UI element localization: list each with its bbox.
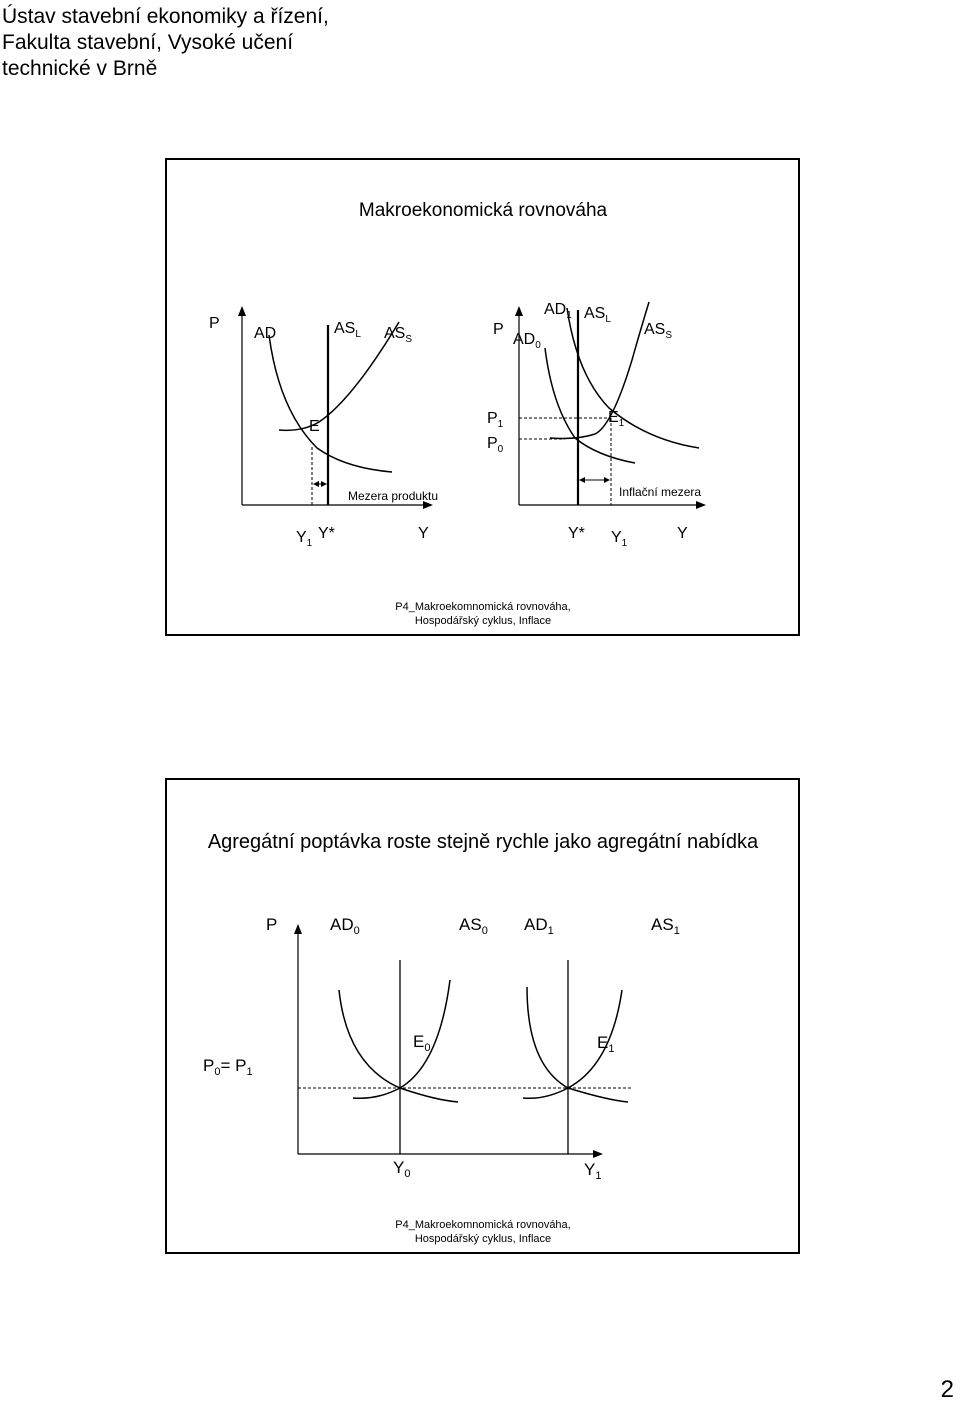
slide1-title: Makroekonomická rovnováha [358,200,608,221]
left-ystar-tick: Y* [318,525,335,542]
slide2-footer-line-1: P4_Makroekomnomická rovnováha, [395,1219,571,1231]
left-ass-label: $AS_S$ [384,325,413,345]
right-e1-label: $E_1$ [608,409,625,429]
slide2-ad0-curve [339,990,458,1102]
header-line-2: Fakulta stavební, Vysoké učení [2,31,294,54]
right-y-axis-label: Y [677,525,688,542]
slide2-p0p1-label: $P_0= P_1$ [203,1056,253,1078]
slide2-diagram [167,780,802,1256]
slide2-ad0-label: $AD_0$ [330,915,360,937]
slide1-diagrams [167,160,802,638]
right-ad0-curve [545,348,635,463]
slide2-footer-line-2: Hospodářský cyklus, Inflace [414,1233,552,1245]
slide2-e1-label: $E_1$ [597,1033,615,1055]
slide2-p-label: P [266,915,278,934]
slide2-y-axis-arrow [294,924,302,934]
slide1-footer-line-2: Hospodářský cyklus, Inflace [414,615,552,627]
right-ad1-curve [567,308,699,448]
right-diagram [487,301,706,549]
left-gap-label: Mezera produktu [348,489,439,503]
right-ad1-label: $AD_1$ [544,301,572,321]
right-y-axis-arrow [515,306,523,316]
left-y1-tick: $Y_1$ [296,529,313,549]
right-p-label: P [493,321,504,338]
slide2-as0-curve [353,980,450,1098]
left-diagram [209,306,438,549]
document-header [2,4,329,82]
slide1-footer-line-1: P4_Makroekomnomická rovnováha, [395,601,571,613]
slide2-title: Agregátní poptávka roste stejně rychle jako agregátní nabídka [207,831,759,853]
right-p1-label: $P_1$ [487,410,504,430]
slide2-as1-label: $AS_1$ [651,915,680,937]
right-y1-tick: $Y_1$ [611,529,628,549]
page-number: 2 [940,1376,954,1403]
left-e-label: E [309,418,320,435]
right-p0-label: $P_0$ [487,435,504,455]
left-ad-curve [269,335,392,472]
left-y-axis-label: Y [418,525,429,542]
right-asl-label: $AS_L$ [584,305,611,325]
right-ystar-tick: Y* [568,525,585,542]
slide-macro-equilibrium [165,158,800,636]
left-asl-label: $AS_L$ [334,320,361,340]
header-line-3: technické v Brně [2,57,158,80]
slide2-as0-label: $AS_0$ [459,915,488,937]
left-as-short-run-curve [279,322,399,430]
right-gap-label: Inflační mezera [619,485,702,499]
right-ass-label: $AS_S$ [644,321,673,341]
slide2-ad1-label: $AD_1$ [524,915,554,937]
header-line-1: Ústav stavební ekonomiky a řízení, [2,5,329,28]
slide2-y0-tick: $Y_0$ [393,1158,411,1180]
slide2-x-axis-arrow [593,1150,603,1158]
left-ad-label: AD [254,325,277,342]
right-x-axis-arrow [696,501,706,509]
left-p-label: P [209,315,220,332]
right-ad0-label: $AD_0$ [513,331,541,351]
slide2-y1-tick: $Y_1$ [584,1160,602,1182]
slide-ad-as-growth [165,778,800,1254]
left-y-axis-arrow [238,306,246,316]
slide2-e0-label: $E_0$ [413,1032,431,1054]
